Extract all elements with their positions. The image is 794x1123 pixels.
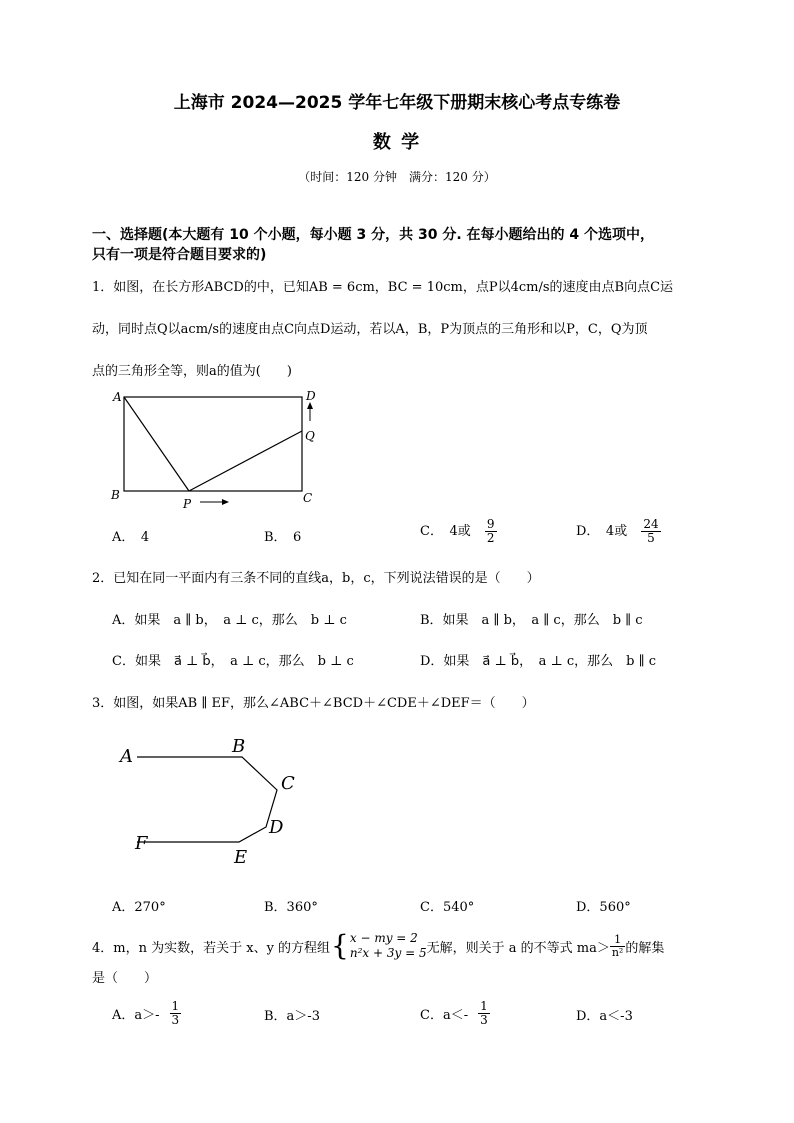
q2-option-a[interactable]: A．如果 a ∥ b， a ⊥ c，那么 b ⊥ c	[112, 613, 347, 628]
q4-stem	[92, 930, 664, 962]
q1-option-a[interactable]: A． 4	[112, 530, 150, 545]
q2-option-c[interactable]: C．如果 a⃗ ⊥ b⃗， a ⊥ c，那么 b ⊥ c	[112, 654, 354, 669]
fraction-numerator: 1	[171, 999, 180, 1013]
q2-option-d[interactable]: D．如果 a⃗ ⊥ b⃗， a ⊥ c，那么 b ∥ c	[420, 654, 657, 669]
q3-option-a[interactable]: A．270°	[112, 900, 166, 915]
fraction-numerator: 24	[643, 517, 659, 531]
arrow-right-icon	[222, 499, 229, 505]
exam-title: 上海市 2024—2025 学年七年级下册期末核心考点专练卷	[173, 93, 621, 113]
label-f: F	[135, 833, 148, 854]
rectangle-abcd	[124, 397, 302, 491]
arrow-up-icon	[307, 402, 313, 409]
label-e: E	[234, 847, 248, 868]
q1-rectangle-figure	[100, 386, 340, 514]
label-p: P	[183, 497, 192, 511]
q1-line2: 动，同时点Q以acm/s的速度由点C向点D运动，若以A，B，P为顶点的三角形和以P，C，Q为顶	[92, 322, 648, 337]
q1-option-c-prefix: C． 4或	[420, 524, 471, 539]
label-q: Q	[305, 429, 315, 443]
brace-icon: {	[331, 929, 349, 962]
fraction-numerator: 1	[610, 934, 626, 947]
label-c: C	[303, 491, 313, 505]
q1-option-b[interactable]: B． 6	[264, 530, 302, 545]
equation-2: n²x + 3y = 5	[349, 946, 427, 960]
q1-option-d[interactable]	[576, 518, 661, 545]
section-heading-line2: 只有一项是符合题目要求的)	[92, 247, 267, 263]
segment-pq	[189, 431, 302, 491]
equation-1: x − my = 2	[349, 931, 418, 945]
segment-ap	[124, 397, 189, 491]
label-b: B	[111, 488, 120, 502]
label-c: C	[281, 773, 295, 794]
q2-stem: 2．已知在同一平面内有三条不同的直线a，b，c，下列说法错误的是（ ）	[92, 571, 540, 586]
q1-line3: 点的三角形全等，则a的值为( )	[92, 364, 292, 379]
label-a: A	[113, 390, 122, 404]
fraction-denominator: 3	[171, 1013, 180, 1027]
label-d: D	[306, 389, 316, 403]
q3-option-d[interactable]: D．560°	[576, 900, 631, 915]
q4-stem-mid: 无解，则关于 a 的不等式 ma＞	[426, 940, 610, 956]
equation-system	[350, 931, 427, 961]
q4-option-a-prefix: A．a＞-	[112, 1008, 160, 1023]
label-d: D	[269, 817, 284, 838]
q4-stem-pre: 4．m，n 为实数，若关于 x、y 的方程组	[92, 940, 331, 956]
q4-option-a-fraction	[170, 1000, 182, 1027]
q3-option-c[interactable]: C．540°	[420, 900, 475, 915]
subject-title: 数 学	[372, 132, 422, 153]
fraction-numerator: 9	[486, 517, 495, 531]
q1-option-d-prefix: D． 4或	[576, 524, 628, 539]
q4-stem-line2: 是（ ）	[92, 971, 158, 986]
q4-option-c-prefix: C．a＜-	[420, 1008, 469, 1023]
label-b: B	[232, 736, 246, 757]
q1-line1: 1．如图，在长方形ABCD的中，已知AB = 6cm，BC = 10cm，点P以4cm/s的速度由点B向点C运	[92, 280, 674, 295]
q4-option-d[interactable]: D．a＜-3	[576, 1009, 633, 1024]
q4-stem-fraction	[610, 934, 626, 959]
q2-option-b[interactable]: B．如果 a ∥ b， a ∥ c，那么 b ∥ c	[420, 613, 643, 628]
fraction-numerator: 1	[480, 999, 488, 1013]
q4-stem-post: 的解集	[625, 940, 665, 956]
q3-option-b[interactable]: B．360°	[264, 900, 318, 915]
q4-option-b[interactable]: B．a＞-3	[264, 1009, 320, 1024]
fraction-denominator: 2	[486, 531, 495, 545]
fraction-denominator: n²	[611, 945, 624, 959]
q4-option-a[interactable]	[112, 1000, 181, 1027]
q1-option-c[interactable]	[420, 518, 497, 545]
fraction-denominator: 5	[647, 531, 655, 545]
label-a: A	[120, 746, 133, 767]
q4-option-c-fraction	[478, 1000, 490, 1027]
q3-polyline-figure	[110, 732, 310, 872]
q3-stem: 3．如图，如果AB ∥ EF，那么∠ABC＋∠BCD＋∠CDE＋∠DEF＝（ ）	[92, 696, 535, 711]
q1-option-d-fraction	[641, 518, 660, 545]
fraction-denominator: 3	[480, 1013, 488, 1027]
section-heading-line1: 一、选择题(本大题有 10 个小题，每小题 3 分，共 30 分. 在每小题给出的 4 个选项中，	[92, 227, 655, 243]
polyline-abcdef	[137, 757, 277, 842]
q4-option-c[interactable]	[420, 1000, 490, 1027]
exam-meta: （时间：120 分钟 满分：120 分）	[298, 170, 496, 184]
q1-option-c-fraction	[485, 518, 497, 545]
